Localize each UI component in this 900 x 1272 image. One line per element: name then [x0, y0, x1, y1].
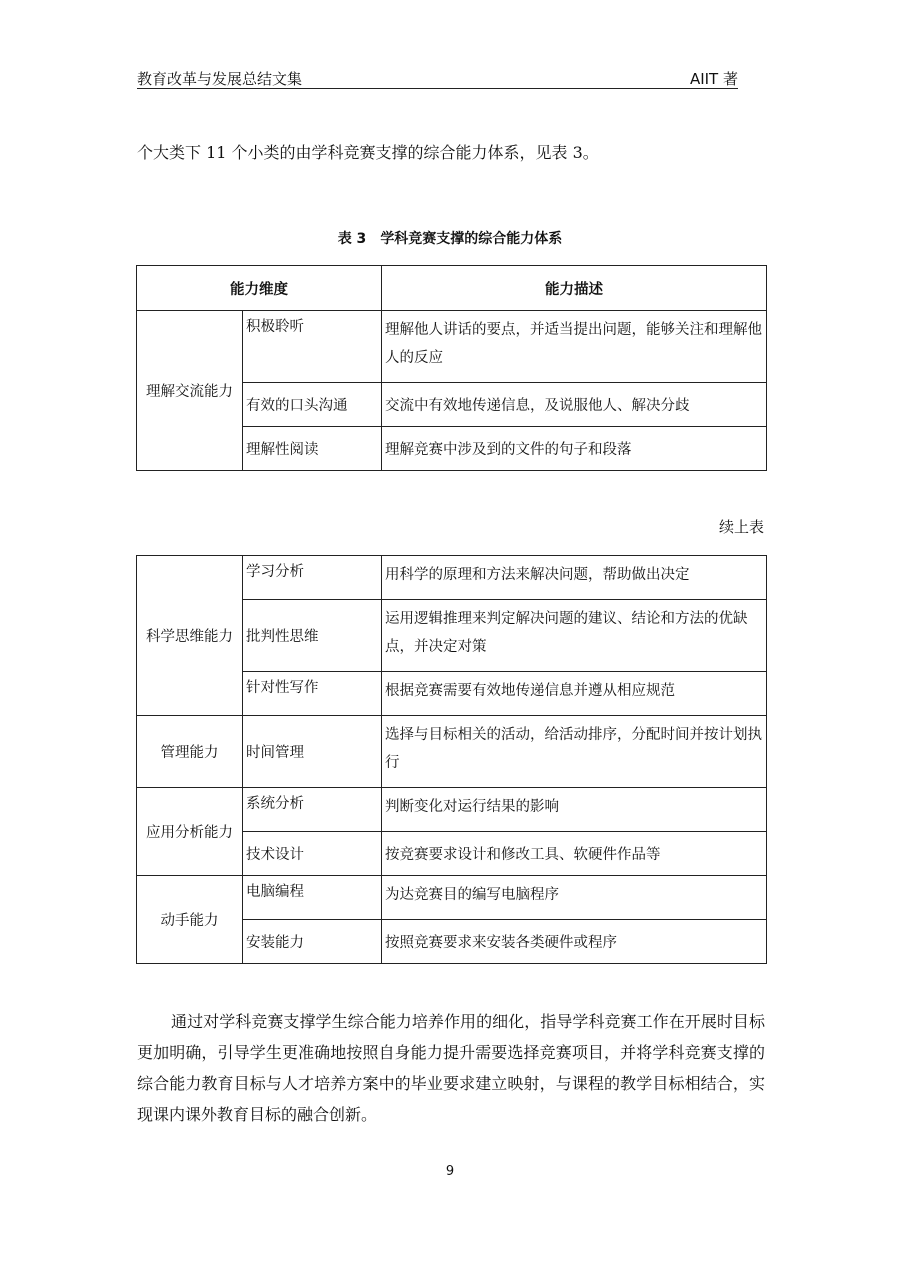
subcategory-cell: 时间管理	[243, 716, 382, 788]
subcategory-cell: 理解性阅读	[243, 427, 382, 471]
description-cell: 按照竞赛要求来安装各类硬件或程序	[382, 920, 767, 964]
category-cell: 理解交流能力	[137, 311, 243, 471]
header-author: AIIT 著	[689, 70, 738, 88]
table-row	[137, 788, 767, 832]
subcategory-cell: 电脑编程	[243, 876, 382, 920]
subcategory-cell: 批判性思维	[243, 600, 382, 672]
category-cell: 管理能力	[137, 716, 243, 788]
table-caption-number: 表 3	[337, 231, 367, 247]
description-cell: 判断变化对运行结果的影响	[382, 788, 767, 832]
description-cell: 交流中有效地传递信息，及说服他人、解决分歧	[382, 383, 767, 427]
table-caption	[0, 228, 900, 248]
header-dimension: 能力维度	[137, 266, 382, 311]
description-cell: 选择与目标相关的活动，给活动排序，分配时间并按计划执行	[382, 716, 767, 788]
continued-label: 续上表	[718, 518, 764, 536]
page-number: 9	[445, 1164, 455, 1179]
category-cell: 科学思维能力	[137, 556, 243, 716]
table-header-row	[137, 266, 767, 311]
table-row	[137, 311, 767, 383]
header-description: 能力描述	[382, 266, 767, 311]
running-header	[137, 66, 738, 89]
description-cell: 理解竞赛中涉及到的文件的句子和段落	[382, 427, 767, 471]
description-cell: 根据竞赛需要有效地传递信息并遵从相应规范	[382, 672, 767, 716]
table-caption-title: 学科竞赛支撑的综合能力体系	[380, 231, 563, 247]
description-cell: 按竞赛要求设计和修改工具、软硬件作品等	[382, 832, 767, 876]
description-cell: 运用逻辑推理来判定解决问题的建议、结论和方法的优缺点，并决定对策	[382, 600, 767, 672]
header-book-title: 教育改革与发展总结文集	[137, 70, 303, 88]
subcategory-cell: 针对性写作	[243, 672, 382, 716]
ability-table-part2	[136, 555, 767, 964]
table-row	[137, 716, 767, 788]
table-row	[137, 556, 767, 600]
ability-table-part1	[136, 265, 767, 471]
intro-sentence: 个大类下 11 个小类的由学科竞赛支撑的综合能力体系，见表 3。	[137, 143, 599, 162]
table-row	[137, 876, 767, 920]
subcategory-cell: 系统分析	[243, 788, 382, 832]
description-cell: 理解他人讲话的要点，并适当提出问题，能够关注和理解他人的反应	[382, 311, 767, 383]
body-paragraph-text: 通过对学科竞赛支撑学生综合能力培养作用的细化，指导学科竞赛工作在开展时目标更加明确，引导学生更准确地按照自身能力提升需要选择竞赛项目，并将学科竞赛支撑的综合能力教育目标与人才培养方案中的毕业要求建立映射，与课程的教学目标相结合，实现课内课外教育目标的融合创新。	[137, 1012, 765, 1124]
subcategory-cell: 积极聆听	[243, 311, 382, 383]
subcategory-cell: 有效的口头沟通	[243, 383, 382, 427]
subcategory-cell: 学习分析	[243, 556, 382, 600]
subcategory-cell: 技术设计	[243, 832, 382, 876]
category-cell: 应用分析能力	[137, 788, 243, 876]
description-cell: 为达竞赛目的编写电脑程序	[382, 876, 767, 920]
description-cell: 用科学的原理和方法来解决问题，帮助做出决定	[382, 556, 767, 600]
body-paragraph	[137, 1006, 765, 1130]
category-cell: 动手能力	[137, 876, 243, 964]
subcategory-cell: 安装能力	[243, 920, 382, 964]
